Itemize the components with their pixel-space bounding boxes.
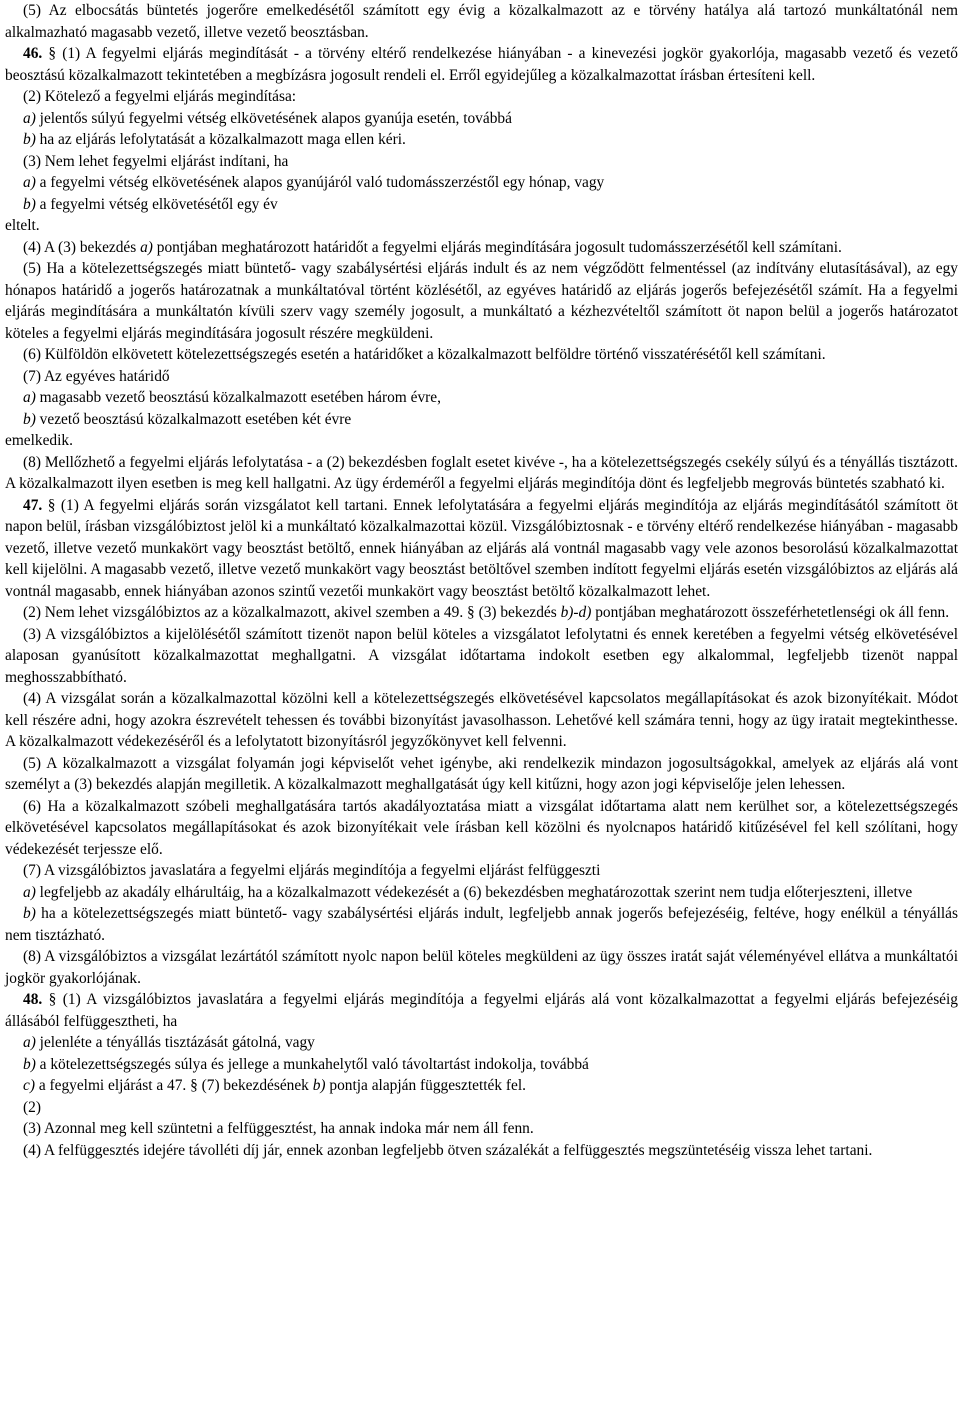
paragraph-47-3: (3) A vizsgálóbiztos a kijelölésétől számított tizenöt napon belül köteles a vizsgálatot lefolytatni és ennek keretében a fegyelmi vétség elkövetésével alaposan gyanúsított közalkalmazottat meghallgatni. A vizsgálat időtartama indokolt esetben egy alkalommal, legfeljebb tizenöt nappal meghosszabbítható. — [5, 625, 958, 686]
paragraph-48-1: 48. § (1) A vizsgálóbiztos javaslatára a fegyelmi eljárás megindítója a fegyelmi eljárás alá vont közalkalmazottat a fegyelmi eljárás befejezéséig állásából felfüggesztheti, ha — [5, 991, 958, 1030]
list-item: b) ha a kötelezettségszegés miatt büntető- vagy szabálysértési eljárás indult, legfeljebb annak jogerős befejezéséig, feltéve, hogy enélkül a tényállás nem tisztázható. — [5, 905, 958, 944]
list-item: b) a fegyelmi vétség elkövetésétől egy év — [23, 195, 278, 213]
list-item: a) jelentős súlyú fegyelmi vétség elkövetésének alapos gyanúja esetén, továbbá — [23, 109, 512, 127]
paragraph-continuation: eltelt. — [5, 217, 40, 234]
list-item: a) jelenléte a tényállás tisztázását gátolná, vagy — [23, 1034, 315, 1051]
paragraph-47-7: (7) A vizsgálóbiztos javaslatára a fegyelmi eljárás megindítója a fegyelmi eljárást felfüggeszti — [23, 862, 601, 879]
list-item: a) magasabb vezető beosztású közalkalmazott esetében három évre, — [23, 389, 441, 406]
paragraph-48-3: (3) Azonnal meg kell szüntetni a felfüggesztést, ha annak indoka már nem áll fenn. — [23, 1120, 534, 1137]
paragraph-46-7: (7) Az egyéves határidő — [23, 367, 170, 385]
paragraph-46-3: (3) Nem lehet fegyelmi eljárást indítani, ha — [23, 152, 289, 170]
paragraph-47-4: (4) A vizsgálat során a közalkalmazottal közölni kell a kötelezettségszegés elkövetésével kapcsolatos megállapításokat és azok bizonyítékait. Módot kell részére adni, hogy azokra észrevételt tehessen és további bizonyítást javasolhasson. Lehetővé kell számára tenni, hogy az ügy iratait megtekinthesse. A közalkalmazott védekezéséről és a lefolytatott bizonyításról jegyzőkönyvet kell felvenni. — [5, 690, 958, 750]
paragraph-46-1: 46. § (1) A fegyelmi eljárás megindítását - a törvény eltérő rendelkezése hiányában - a kinevezési jogkör gyakorlója, magasabb vezető és vezető beosztású közalkalmazott tekintetében a megbízásra jogosult rendeli el. Erről egyidejűleg a közalkalmazottat írásban értesíteni kell. — [5, 45, 958, 84]
section-number: 48. — [23, 991, 43, 1008]
paragraph-46-4: (4) A (3) bekezdés a) pontjában meghatározott határidőt a fegyelmi eljárás megindítására jogosult tudomásszerzésétől kell számítani. — [23, 238, 842, 256]
section-number: 46. — [23, 45, 43, 62]
list-item: a) legfeljebb az akadály elhárultáig, ha a közalkalmazott védekezését a (6) bekezdésben meghatározottak szerint nem tudja előterjeszteni, illetve — [23, 883, 913, 901]
list-item: b) vezető beosztású közalkalmazott esetében két évre — [23, 410, 352, 428]
paragraph-47-6: (6) Ha a közalkalmazott szóbeli meghallgatására tartós akadályoztatása miatt a vizsgálat időtartama alatt nem kerülhet sor, a kötelezettségszegés elkövetésével kapcsolatos megállapításokat és azok bizonyítékait vele írásban kell közölni és nyolcnapos határidő kitűzésével fel kell szólítani, hogy védekezését terjessze elő. — [5, 797, 958, 858]
paragraph-47-5: (5) A közalkalmazott a vizsgálat folyamán jogi képviselőt vehet igénybe, aki rendelkezik mindazon jogosultságokkal, amelyek az eljárás alá vont személyt a (3) bekezdés alapján megilletik. A közalkalmazott meghallgatását úgy kell kitűzni, hogy azon jogi képviselője jelen lehessen. — [5, 754, 958, 793]
list-item: c) a fegyelmi eljárást a 47. § (7) bekezdésének b) pontja alapján függesztették fel. — [23, 1077, 526, 1094]
list-item: a) a fegyelmi vétség elkövetésének alapos gyanújáról való tudomásszerzéstől egy hónap, vagy — [23, 174, 605, 191]
paragraph-46-8: (8) Mellőzhető a fegyelmi eljárás lefolytatása - a (2) bekezdésben foglalt esetet kivéve -, ha a kötelezettségszegés csekély súlyú és a tényállás tisztázott. A közalkalmazott ilyen esetben is meg kell hallgatni. Az ügy érdeméről a fegyelmi eljárás megindítója dönt és legfeljebb megrovás büntetés szabható ki. — [5, 453, 958, 492]
paragraph-47-8: (8) A vizsgálóbiztos a vizsgálat lezártától számított nyolc napon belül köteles megküldeni az ügy összes iratát saját véleményével ellátva a munkáltatói jogkör gyakorlójának. — [5, 948, 958, 987]
paragraph-47-1: 47. § (1) A fegyelmi eljárás során vizsgálatot kell tartani. Ennek lefolytatására a fegyelmi eljárás megindítója az eljárás megindításától számított öt napon belül, írásban vizsgálóbiztost jelöl ki a munkáltató közalkalmazottai közül. Vizsgálóbiztosnak - e törvény eltérő rendelkezése hiányában - magasabb vezető, illetve vezető munkakört vagy beosztást betöltő, ennek hiányában az eljárás alá vontnál magasabb vagy vele azonos besorolású közalkalmazottat kell kijelölni. A magasabb vezető, illetve vezető munkakört vagy beosztást betöltővel szemben indított fegyelmi eljárás esetén vizsgálóbiztos az eljárás alá vontnál magasabb, ennek hiányában azonos szintű vezetői munkakört vagy beosztást betöltő közalkalmazott lehet. — [5, 496, 958, 600]
paragraph-47-2: (2) Nem lehet vizsgálóbiztos az a közalkalmazott, akivel szemben a 49. § (3) bekezdés b)-d) pontjában meghatározott összeférhetetlenségi ok áll fenn. — [23, 604, 950, 621]
paragraph-continuation: emelkedik. — [5, 432, 73, 449]
list-item: b) ha az eljárás lefolytatását a közalkalmazott maga ellen kéri. — [23, 131, 406, 148]
paragraph-46-6: (6) Külföldön elkövetett kötelezettségszegés esetén a határidőket a közalkalmazott belföldre történő visszatérésétől kell számítani. — [23, 346, 826, 363]
section-number: 47. — [23, 496, 43, 514]
list-item: b) a kötelezettségszegés súlya és jellege a munkahelytől való távoltartást indokolja, továbbá — [23, 1055, 589, 1073]
paragraph-48-2: (2) — [23, 1098, 41, 1116]
paragraph-46-5: (5) Ha a kötelezettségszegés miatt büntető- vagy szabálysértési eljárás indult és az nem végződött felmentéssel (az indítvány elutasításával), az egy hónapos határidő a jogerős határozatnak a munkáltatóval történt közlésétől, az egyéves határidő az eljárás jogerős befejezésétől számít. Ha a fegyelmi eljárás megindítására a munkáltatón kívüli szerv vagy személy jogosult, a munkáltató a kézhezvételtől számított öt napon belül a jogerős határozatot köteles a fegyelmi eljárás megindítására jogosult részére megküldeni. — [5, 260, 958, 342]
paragraph-48-4: (4) A felfüggesztés idejére távolléti díj jár, ennek azonban legfeljebb ötven százalékát a felfüggesztés megszüntetéséig vissza lehet tartani. — [23, 1141, 873, 1159]
paragraph-45-5: (5) Az elbocsátás büntetés jogerőre emelkedésétől számított egy évig a közalkalmazott az e törvény hatálya alá tartozó munkáltatónál nem alkalmazható magasabb vezető, illetve vezető beosztásban. — [5, 2, 958, 41]
paragraph-46-2: (2) Kötelező a fegyelmi eljárás megindítása: — [23, 88, 297, 105]
